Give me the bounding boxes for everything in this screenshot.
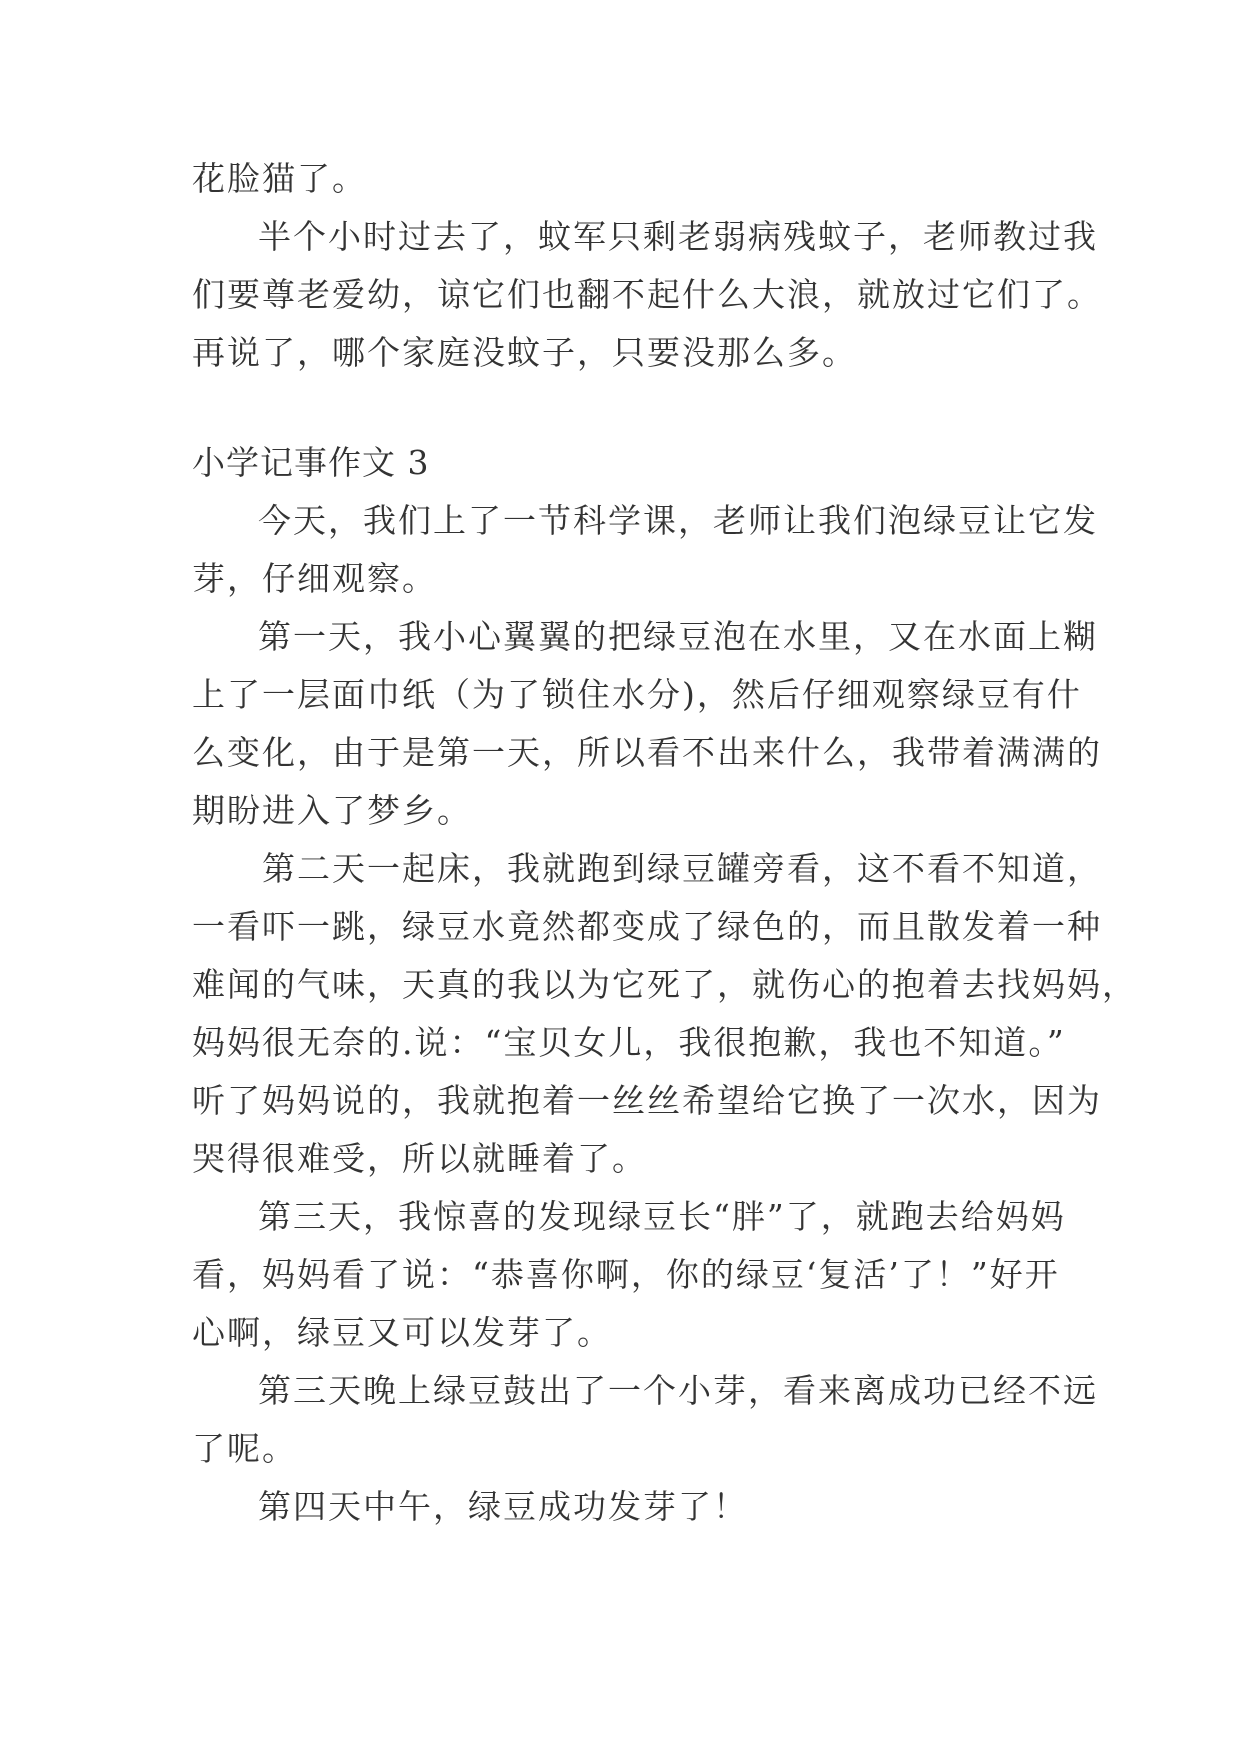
paragraph-start-line: 半个小时过去了，蚊军只剩老弱病残蚊子，老师教过我 [258, 217, 1098, 256]
text-line: 再说了，哪个家庭没蚊子，只要没那么多。 [192, 333, 857, 372]
paragraph-start-line: 第三天，我惊喜的发现绿豆长“胖”了，就跑去给妈妈 [258, 1197, 1066, 1236]
text-line: 么变化，由于是第一天，所以看不出来什么，我带着满满的 [192, 733, 1102, 772]
text-line: 难闻的气味，天真的我以为它死了，就伤心的抱着去找妈妈， [192, 965, 1137, 1004]
paragraph-start-line: 第三天晚上绿豆鼓出了一个小芽，看来离成功已经不远 [258, 1371, 1098, 1410]
text-line: 听了妈妈说的，我就抱着一丝丝希望给它换了一次水，因为 [192, 1081, 1102, 1120]
text-line: 们要尊老爱幼，谅它们也翻不起什么大浪，就放过它们了。 [192, 275, 1102, 314]
text-line: 妈妈很无奈的.说：“宝贝女儿，我很抱歉，我也不知道。” [192, 1023, 1066, 1062]
section-gap [192, 382, 1072, 434]
text-line: 心啊，绿豆又可以发芽了。 [192, 1313, 612, 1352]
text-line: 芽，仔细观察。 [192, 559, 437, 598]
text-line: 期盼进入了梦乡。 [192, 791, 472, 830]
text-line: 了呢。 [192, 1429, 297, 1468]
section-heading: 小学记事作文 3 [192, 443, 430, 482]
paragraph-start-line: 第一天，我小心翼翼的把绿豆泡在水里，又在水面上糊 [258, 617, 1098, 656]
text-line: 哭得很难受，所以就睡着了。 [192, 1139, 647, 1178]
text-line: 花脸猫了。 [192, 159, 367, 198]
text-line: 看，妈妈看了说：“恭喜你啊，你的绿豆‘复活’了！”好开 [192, 1255, 1060, 1294]
text-line: 一看吓一跳，绿豆水竟然都变成了绿色的，而且散发着一种 [192, 907, 1102, 946]
document-body [192, 150, 1137, 1536]
paragraph-start-line: 第四天中午，绿豆成功发芽了！ [258, 1487, 748, 1526]
text-line: 上了一层面巾纸（为了锁住水分)，然后仔细观察绿豆有什 [192, 675, 1082, 714]
paragraph-start-line: 今天，我们上了一节科学课，老师让我们泡绿豆让它发 [258, 501, 1098, 540]
paragraph-start-line: 第二天一起床，我就跑到绿豆罐旁看，这不看不知道， [262, 849, 1102, 888]
